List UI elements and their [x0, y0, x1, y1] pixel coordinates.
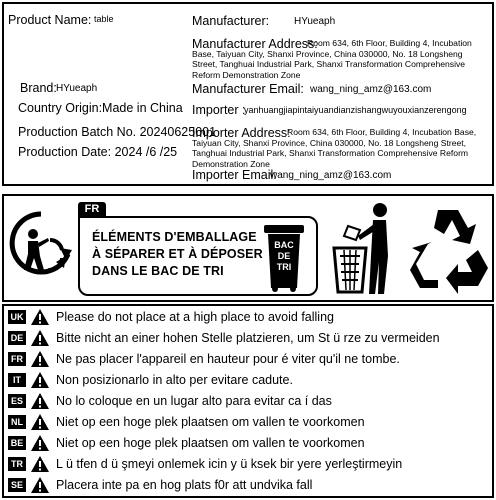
warning-text: Niet op een hoge plek plaatsen om vallen te voorkomen — [56, 436, 365, 450]
bin-text-3: TRI — [276, 262, 292, 272]
fr-badge: FR — [78, 202, 106, 217]
bin-text-2: DE — [277, 251, 291, 261]
warnings-panel — [2, 304, 494, 498]
manufacturer-address-label: Manufacturer Address: — [192, 37, 318, 51]
tidyman-icon — [326, 200, 404, 298]
country-code-badge: FR — [8, 352, 26, 366]
manufacturer-address-value: Room 634, 6th Floor, Building 4, Incubation Base, Taiyuan City, Shanxi Province, China 030000, No. 18 Longsheng Street, Tanghuai Industrial Park, Shanxi Transformation Comprehensive Reform Demonstration Zone — [192, 38, 472, 80]
warning-row — [8, 434, 492, 454]
importer-value: yanhuangjiapintaiyuandianzishangwuyouxianzerengong — [244, 105, 467, 115]
importer-address-value: Room 634, 6th Floor, Building 4, Incubation Base, Taiyuan City, Shanxi Province, China 030000, No. 18 Longsheng Street, Tanghuai Industrial Park, Shanxi Transformation Comprehensive Reform Demonstration Zone — [192, 127, 477, 169]
warning-text: Please do not place at a high place to avoid falling — [56, 310, 334, 324]
warning-row — [8, 476, 492, 496]
warning-row — [8, 455, 492, 475]
production-batch: Production Batch No. 20240625001 — [18, 125, 217, 139]
warning-triangle-icon — [30, 371, 50, 389]
warning-triangle-icon — [30, 455, 50, 473]
warning-row — [8, 392, 492, 412]
country-origin: Country Origin:Made in China — [18, 101, 183, 115]
warning-text: Non posizionarlo in alto per evitare cadute. — [56, 373, 293, 387]
warning-triangle-icon — [30, 350, 50, 368]
importer-email-value: wang_ning_amz@163.com — [270, 170, 392, 181]
warning-row — [8, 371, 492, 391]
production-date: Production Date: 2024 /6 /25 — [18, 145, 178, 159]
country-code-badge: ES — [8, 394, 26, 408]
warning-text: No lo coloque en un lugar alto para evitar ca í das — [56, 394, 332, 408]
manufacturer-label: Manufacturer: — [192, 14, 270, 28]
product-name-label: Product Name: — [8, 13, 92, 27]
banner-line-3: DANS LE BAC DE TRI — [92, 264, 224, 278]
country-code-badge: UK — [8, 310, 26, 324]
warning-text: Placera inte pa en hog plats f0r att undvika fall — [56, 478, 313, 492]
warning-text: Niet op een hoge plek plaatsen om vallen te voorkomen — [56, 415, 365, 429]
warning-row — [8, 413, 492, 433]
warning-triangle-icon — [30, 329, 50, 347]
country-code-badge: SE — [8, 478, 26, 492]
warning-triangle-icon — [30, 476, 50, 494]
recycling-panel — [2, 194, 494, 302]
warning-text: Bitte nicht an einer hohen Stelle platzieren, um St ü rze zu vermeiden — [56, 331, 440, 345]
triman-icon — [8, 210, 74, 280]
manufacturer-value: HYueaph — [294, 16, 336, 27]
country-code-badge: TR — [8, 457, 26, 471]
importer-address-label: Importer Address: — [192, 126, 291, 140]
country-code-badge: DE — [8, 331, 26, 345]
country-code-badge: NL — [8, 415, 26, 429]
info-tri-banner — [78, 216, 318, 296]
warning-row — [8, 308, 492, 328]
brand-label: Brand: — [20, 81, 57, 95]
bin-label — [272, 240, 296, 273]
warning-triangle-icon — [30, 308, 50, 326]
warning-triangle-icon — [30, 392, 50, 410]
importer-label: Importer : — [192, 103, 246, 117]
product-info-panel — [2, 2, 494, 186]
warning-triangle-icon — [30, 413, 50, 431]
warning-row — [8, 350, 492, 370]
warning-text: L ü tfen d ü şmeyi onlemek icin y ü ksek bir yere yerleştirmeyin — [56, 457, 403, 471]
product-name-value: table — [94, 14, 114, 24]
bin-text-1: BAC — [274, 240, 294, 250]
brand-value: HYueaph — [56, 83, 98, 94]
importer-email-label: Importer Email: — [192, 168, 277, 182]
banner-line-2: À SÉPARER ET À DÉPOSER — [92, 247, 263, 261]
country-code-badge: IT — [8, 373, 26, 387]
warning-row — [8, 329, 492, 349]
warning-text: Ne pas placer l'appareil en hauteur pour é viter qu'il ne tombe. — [56, 352, 400, 366]
warning-triangle-icon — [30, 434, 50, 452]
manufacturer-email-label: Manufacturer Email: — [192, 82, 304, 96]
banner-line-1: ÉLÉMENTS D'EMBALLAGE — [92, 230, 257, 244]
manufacturer-email-value: wang_ning_amz@163.com — [310, 84, 432, 95]
country-code-badge: BE — [8, 436, 26, 450]
recycle-icon — [408, 204, 490, 294]
